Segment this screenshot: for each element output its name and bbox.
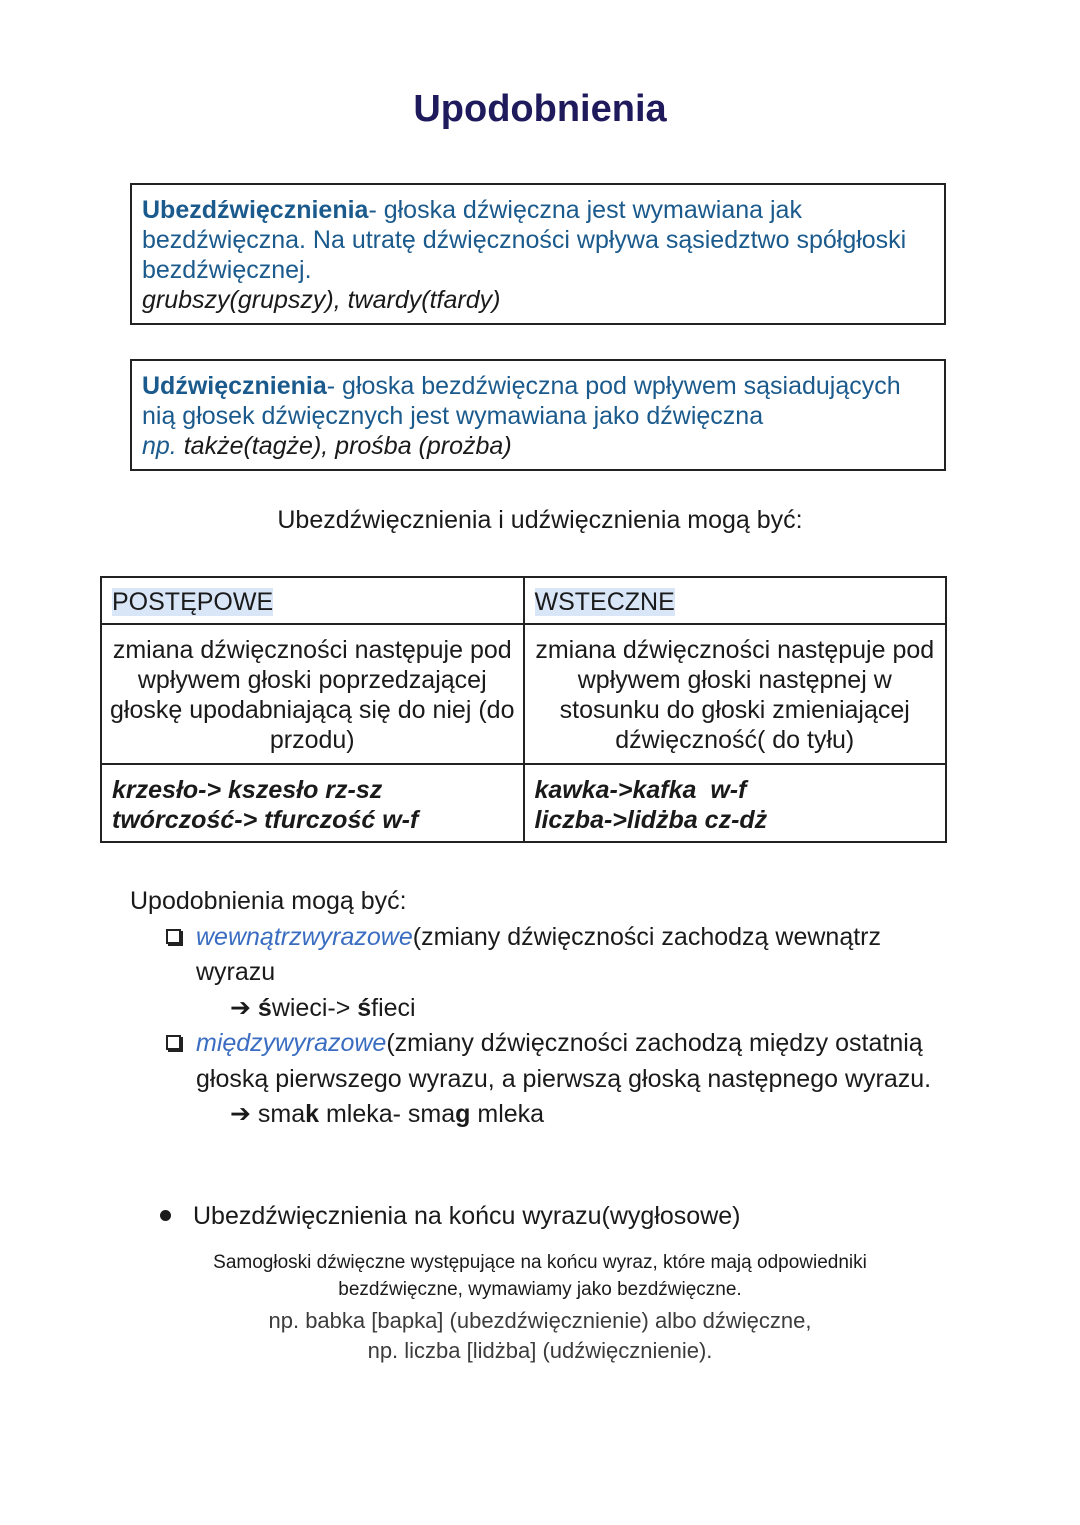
example-line: kawka->kafka w-f: [534, 776, 747, 804]
devoicing-examples: grubszy(grupszy), twardy(tfardy): [142, 286, 501, 314]
examples-regressive: [524, 764, 947, 842]
example-notes: [160, 1306, 920, 1366]
section-subtitle: Ubezdźwięcznienia i udźwięcznienia mogą być:: [277, 506, 803, 534]
assimilation-table: [100, 576, 947, 843]
list-item: [130, 1026, 960, 1097]
header-progressive: POSTĘPOWE: [101, 577, 524, 624]
table-row: [101, 764, 946, 842]
assimilation-types-list: [130, 884, 960, 1133]
definition-box-voicing: [130, 359, 946, 471]
voicing-definition: - głoska bezdźwięczna pod wpływem sąsiadujących nią głosek dźwięcznych jest wymawiana jako dźwięczna: [142, 372, 901, 430]
checkbox-icon[interactable]: [166, 1035, 181, 1050]
list-intro: Upodobnienia mogą być:: [130, 887, 407, 915]
list-item: [130, 920, 960, 991]
item-term: międzywyrazowe: [196, 1029, 387, 1057]
voicing-examples: także(tagże), prośba (prożba): [183, 432, 512, 460]
bullet-icon: [160, 1210, 171, 1221]
header-regressive: WSTECZNE: [524, 577, 947, 624]
example-note: np. liczba [lidżba] (udźwięcznienie).: [367, 1338, 713, 1363]
checkbox-icon[interactable]: [166, 929, 181, 944]
example-note: np. babka [bapka] (ubezdźwięcznienie) albo dźwięczne,: [268, 1308, 812, 1333]
definition-box-devoicing: [130, 183, 946, 325]
item-term: wewnątrzwyrazowe: [196, 922, 413, 951]
bullet-text: Ubezdźwięcznienia na końcu wyrazu(wygłosowe): [193, 1202, 741, 1230]
voicing-term: Udźwięcznienia: [142, 372, 327, 400]
description-progressive: zmiana dźwięczności następuje pod wpływem głoski poprzedzającej głoskę upodabniającą się do niej (do przodu): [101, 624, 524, 764]
devoicing-definition: - głoska dźwięczna jest wymawiana jak bezdźwięczna. Na utratę dźwięczności wpływa sąsiedztwo spółgłoski bezdźwięcznej.: [142, 196, 907, 284]
example-line: liczba->lidżba cz-dż: [534, 806, 768, 834]
item-text: (zmiany dźwięczności zachodzą między ostatnią głoską pierwszego wyrazu, a pierwszą głoską następnego wyrazu.: [196, 1029, 932, 1093]
voicing-np: np.: [142, 432, 177, 460]
devoicing-term: Ubezdźwięcznienia: [142, 196, 369, 224]
example-line: ➔ świeci-> śfieci: [230, 993, 416, 1022]
description-regressive: zmiana dźwięczności następuje pod wpływem głoski następnej w stosunku do głoski zmieniającej dźwięczność( do tyłu): [524, 624, 947, 764]
example-line: krzesło-> kszesło rz-sz: [112, 776, 383, 804]
table-header-row: [101, 577, 946, 624]
item-text: (zmiany dźwięczności zachodzą wewnątrz wyrazu: [196, 922, 881, 986]
example-line: twórczość-> tfurczość w-f: [112, 806, 419, 834]
explanation-text: Samogłoski dźwięczne występujące na końcu wyraz, które mają odpowiedniki bezdźwięczne, wymawiamy jako bezdźwięczne.: [213, 1252, 867, 1300]
examples-progressive: [101, 764, 524, 842]
table-row: [101, 624, 946, 764]
example-line: ➔ smak mleka- smag mleka: [230, 1100, 545, 1128]
page-title: Upodobnienia: [413, 88, 667, 130]
bullet-item: [160, 1202, 740, 1231]
